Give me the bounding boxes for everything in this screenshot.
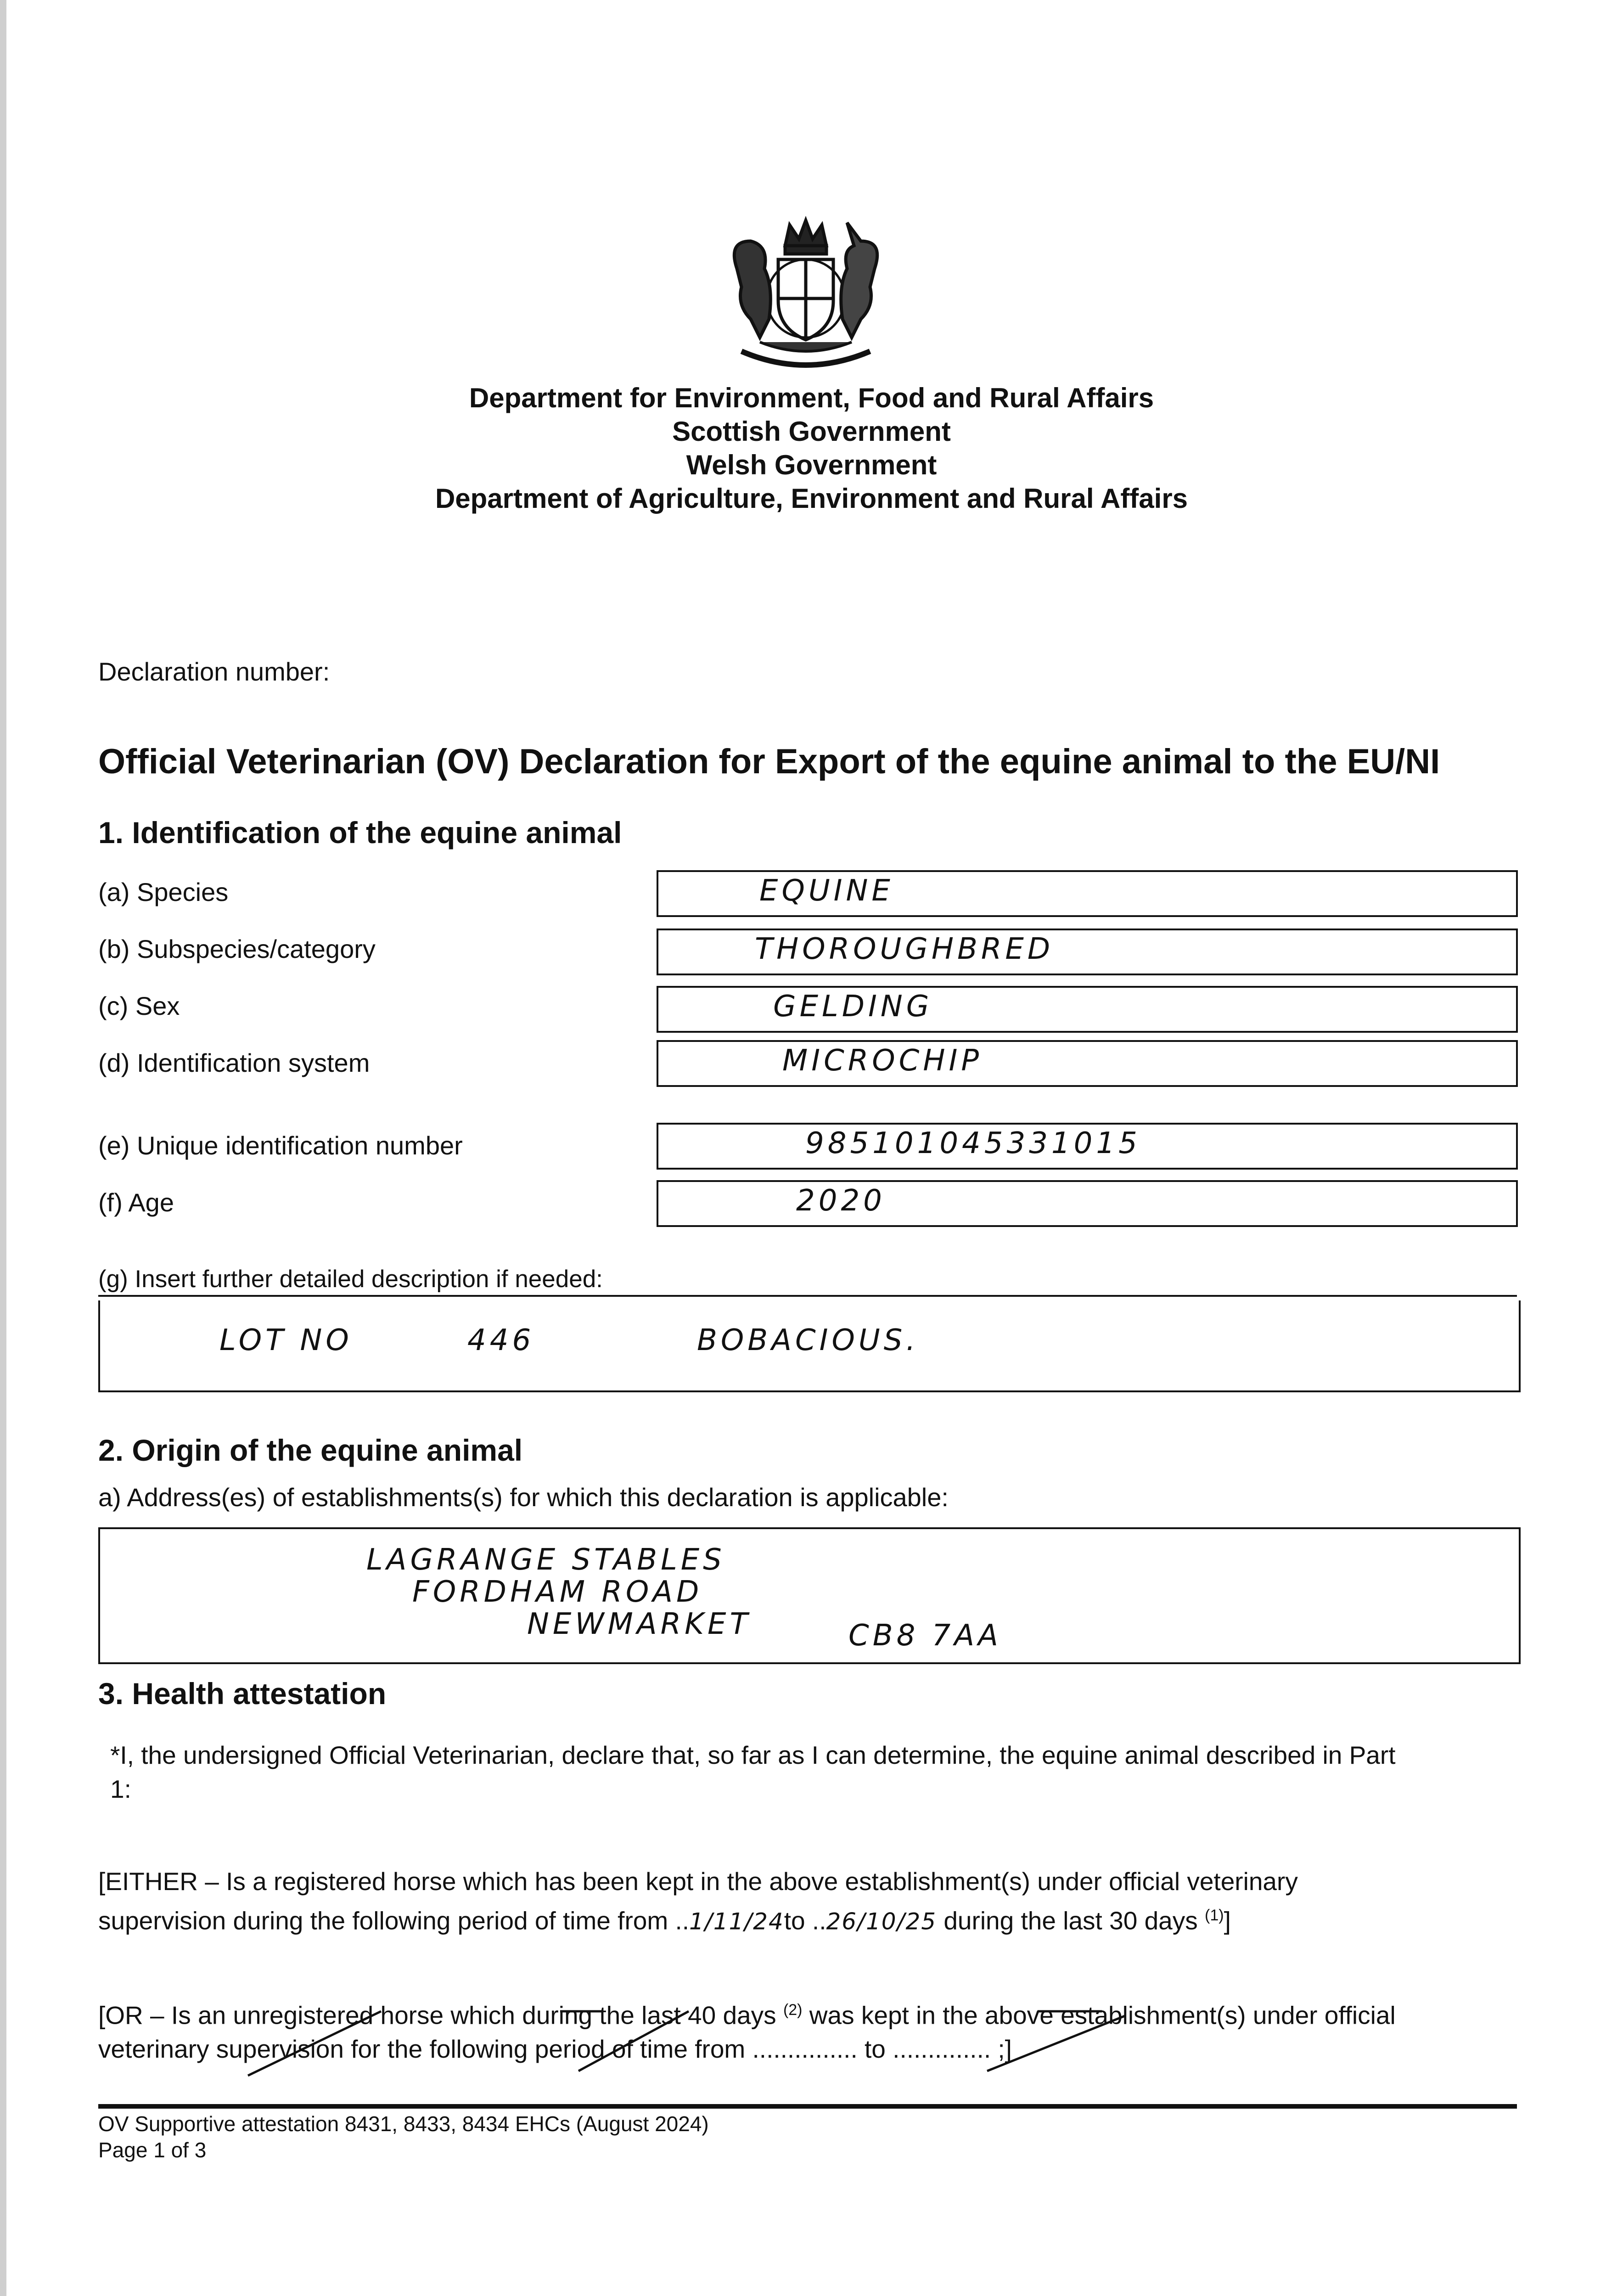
- identification-system-label: (d) Identification system: [98, 1048, 370, 1077]
- declaration-number-label: Declaration number:: [98, 657, 330, 686]
- species-label: (a) Species: [98, 878, 229, 906]
- footer-page-number: Page 1 of 3: [98, 2138, 207, 2162]
- page-title: Official Veterinarian (OV) Declaration for Export of the equine animal to the EU/NI: [98, 742, 1440, 781]
- either-from-date: 1/11/24: [689, 1908, 784, 1935]
- department-defra: Department for Environment, Food and Rural Affairs: [469, 383, 1154, 413]
- section-3-heading: 3. Health attestation: [98, 1677, 387, 1711]
- address-label: a) Address(es) of establishments(s) for which this declaration is applicable:: [98, 1483, 949, 1512]
- address-postcode: CB8 7AA: [848, 1619, 1002, 1653]
- health-intro-line-2: 1:: [110, 1775, 131, 1803]
- address-line-3: NEWMARKET: [527, 1607, 752, 1641]
- department-daera: Department of Agriculture, Environment and Rural Affairs: [435, 483, 1188, 514]
- either-close: ]: [1224, 1906, 1231, 1935]
- sex-field[interactable]: [657, 986, 1518, 1033]
- either-to-prefix: to ..: [784, 1906, 826, 1935]
- age-value: 2020: [796, 1184, 886, 1218]
- footer-line-1: OV Supportive attestation 8431, 8433, 8434 EHCs (August 2024): [98, 2112, 709, 2136]
- scan-edge: [0, 0, 6, 2296]
- section-1-heading: 1. Identification of the equine animal: [98, 816, 622, 850]
- or-line-1-b: was kept in the above establishment(s) under official: [809, 2001, 1396, 2030]
- either-from-prefix: supervision during the following period of time from ..: [98, 1906, 690, 1935]
- or-line-2: veterinary supervision for the following period of time from ............... to .............. ;]: [98, 2035, 1012, 2064]
- unique-id-field[interactable]: [657, 1123, 1518, 1170]
- or-footnote-ref: (2): [783, 2001, 803, 2019]
- either-to-date: 26/10/25: [826, 1908, 937, 1935]
- further-description-name: BOBACIOUS.: [697, 1323, 919, 1357]
- address-line-1: LAGRANGE STABLES: [366, 1543, 725, 1577]
- sex-value: GELDING: [773, 990, 933, 1024]
- further-description-label: (g) Insert further detailed description if needed:: [98, 1266, 603, 1293]
- species-value: EQUINE: [759, 874, 894, 908]
- strike-through-marks: [230, 1993, 1194, 2085]
- further-description-field[interactable]: [98, 1300, 1521, 1392]
- subspecies-label: (b) Subspecies/category: [98, 934, 376, 963]
- further-description-number: 446: [467, 1323, 535, 1357]
- health-intro: [110, 1738, 1515, 1806]
- royal-coat-of-arms-icon: [709, 214, 902, 379]
- identification-system-field[interactable]: [657, 1040, 1518, 1087]
- either-suffix: during the last 30 days: [943, 1906, 1198, 1935]
- either-footnote-ref: (1): [1205, 1907, 1224, 1924]
- age-label: (f) Age: [98, 1188, 174, 1217]
- unique-id-label: (e) Unique identification number: [98, 1131, 463, 1160]
- subspecies-value: THOROUGHBRED: [755, 932, 1054, 966]
- department-scottish-government: Scottish Government: [672, 416, 951, 447]
- age-field[interactable]: [657, 1180, 1518, 1227]
- species-field[interactable]: [657, 870, 1518, 917]
- either-line-1: [98, 1864, 1512, 1898]
- footer-rule: [98, 2104, 1517, 2109]
- divider: [98, 1295, 1517, 1297]
- address-line-2: FORDHAM ROAD: [412, 1575, 703, 1609]
- sex-label: (c) Sex: [98, 991, 180, 1020]
- either-statement: [98, 1864, 1522, 1938]
- or-line-1-a: [OR – Is an unregistered horse which during the last 40 days: [98, 2001, 776, 2030]
- either-line-1-text: [EITHER – Is a registered horse which has been kept in the above establishment(s) under official veterinary: [98, 1867, 1298, 1896]
- address-field[interactable]: [98, 1527, 1521, 1664]
- health-intro-line-1: *I, the undersigned Official Veterinarian, declare that, so far as I can determine, the equine animal described in Part: [110, 1741, 1396, 1769]
- further-description-lot: LOT NO: [219, 1323, 353, 1357]
- section-2-heading: 2. Origin of the equine animal: [98, 1433, 523, 1467]
- subspecies-field[interactable]: [657, 929, 1518, 975]
- either-line-2: [98, 1898, 1522, 1938]
- department-welsh-government: Welsh Government: [686, 450, 937, 480]
- identification-system-value: MICROCHIP: [782, 1044, 983, 1078]
- unique-id-value: 985101045331015: [805, 1126, 1141, 1160]
